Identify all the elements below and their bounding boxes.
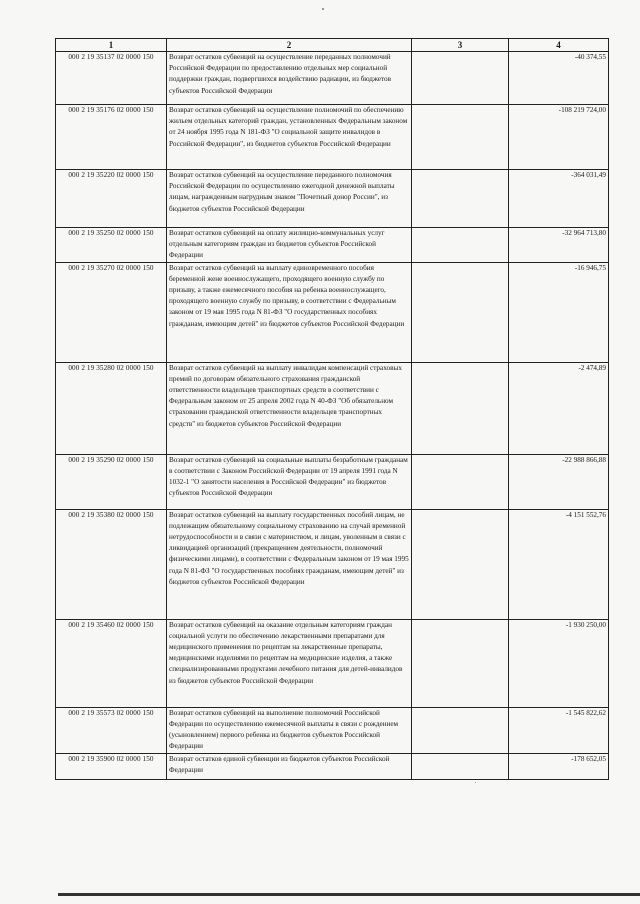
amount: -32 964 713,80: [509, 228, 609, 263]
amount: -364 031,49: [509, 170, 609, 228]
table-row: [56, 509, 609, 619]
header-col-2: 2: [167, 39, 412, 52]
description: Возврат остатков субвенций на осуществление переданных полномочий Российской Федерации по предоставлению отдельных мер социальной поддержки граждан, подвергшихся воздействию радиации, из бюджетов субъектов Российской Федерации: [167, 52, 412, 105]
amount: -1 930 250,00: [509, 619, 609, 707]
amount: -2 474,89: [509, 362, 609, 454]
scan-speck: [475, 782, 476, 783]
amount: -16 946,75: [509, 262, 609, 362]
amount: -22 988 866,88: [509, 454, 609, 509]
header-col-1: 1: [56, 39, 167, 52]
description: Возврат остатков субвенций на оказание отдельным категориям граждан социальной услуги по обеспечению лекарственными препаратами для медицинского применения по рецептам на лекарственные препараты, медицинскими изделиями по рецептам на медицинские изделия, а также специализированными продуктами лечебного питания для детей-инвалидов из бюджетов субъектов Российской Федерации: [167, 619, 412, 707]
column-3-value: [412, 362, 509, 454]
column-3-value: [412, 509, 509, 619]
table-row: [56, 753, 609, 779]
table-row: [56, 619, 609, 707]
scan-bottom-edge: [58, 893, 640, 896]
header-col-4: 4: [509, 39, 609, 52]
budget-table: [55, 38, 609, 780]
table-row: [56, 362, 609, 454]
description: Возврат остатков субвенций на выплату единовременного пособия беременной жене военнослужащего, проходящего военную службу по призыву, а также ежемесячного пособия на ребенка военнослужащего, проходящего военную службу по призыву, в соответствии с Федеральным законом от 19 мая 1995 года N 81-ФЗ "О государственных пособиях гражданам, имеющим детей" из бюджетов субъектов Российской Федерации: [167, 262, 412, 362]
budget-code: 000 2 19 35250 02 0000 150: [56, 228, 167, 263]
budget-code: 000 2 19 35460 02 0000 150: [56, 619, 167, 707]
amount: -108 219 724,00: [509, 105, 609, 170]
column-3-value: [412, 753, 509, 779]
description: Возврат остатков субвенций на оплату жилищно-коммунальных услуг отдельным категориям граждан из бюджетов субъектов Российской Федерации: [167, 228, 412, 263]
header-row: [56, 39, 609, 52]
column-3-value: [412, 707, 509, 753]
amount: -178 652,05: [509, 753, 609, 779]
description: Возврат остатков субвенций на выплату государственных пособий лицам, не подлежащим обязательному социальному страхованию на случай временной нетрудоспособности и в связи с материнством, и лицам, уволенным в связи с ликвидацией организаций (прекращением деятельности, полномочий физическими лицами), в соответствии с Федеральным законом от 19 мая 1995 года N 81-ФЗ "О государственных пособиях гражданам, имеющим детей" из бюджетов субъектов Российской Федерации: [167, 509, 412, 619]
budget-code: 000 2 19 35380 02 0000 150: [56, 509, 167, 619]
amount: -1 545 822,62: [509, 707, 609, 753]
budget-code: 000 2 19 35220 02 0000 150: [56, 170, 167, 228]
description: Возврат остатков субвенций на осуществление полномочий по обеспечению жильем отдельных категорий граждан, установленных Федеральным законом от 24 ноября 1995 года N 181-ФЗ "О социальной защите инвалидов в Российской Федерации", из бюджетов субъектов Российской Федерации: [167, 105, 412, 170]
description: Возврат остатков субвенций на социальные выплаты безработным гражданам в соответствии с Законом Российской Федерации от 19 апреля 1991 года N 1032-1 "О занятости населения в Российской Федерации" из бюджетов субъектов Российской Федерации: [167, 454, 412, 509]
description: Возврат остатков субвенций на выполнение полномочий Российской Федерации по осуществлению ежемесячной выплаты в связи с рождением (усыновлением) первого ребенка из бюджетов субъектов Российской Федерации: [167, 707, 412, 753]
budget-code: 000 2 19 35900 02 0000 150: [56, 753, 167, 779]
column-3-value: [412, 52, 509, 105]
budget-code: 000 2 19 35176 02 0000 150: [56, 105, 167, 170]
budget-code: 000 2 19 35280 02 0000 150: [56, 362, 167, 454]
amount: -40 374,55: [509, 52, 609, 105]
table-row: [56, 707, 609, 753]
table-row: [56, 262, 609, 362]
table-row: [56, 228, 609, 263]
header-col-3: 3: [412, 39, 509, 52]
table-row: [56, 52, 609, 105]
description: Возврат остатков единой субвенции из бюджетов субъектов Российской Федерации: [167, 753, 412, 779]
column-3-value: [412, 228, 509, 263]
budget-code: 000 2 19 35290 02 0000 150: [56, 454, 167, 509]
budget-code: 000 2 19 35573 02 0000 150: [56, 707, 167, 753]
table-row: [56, 170, 609, 228]
table-row: [56, 105, 609, 170]
column-3-value: [412, 170, 509, 228]
description: Возврат остатков субвенций на осуществление переданного полномочия Российской Федерации по осуществлению ежегодной денежной выплаты лицам, награжденным нагрудным знаком "Почетный донор России", из бюджетов субъектов Российской Федерации: [167, 170, 412, 228]
scan-speck: [322, 8, 324, 10]
column-3-value: [412, 619, 509, 707]
column-3-value: [412, 105, 509, 170]
table-row: [56, 454, 609, 509]
column-3-value: [412, 454, 509, 509]
budget-code: 000 2 19 35137 02 0000 150: [56, 52, 167, 105]
budget-code: 000 2 19 35270 02 0000 150: [56, 262, 167, 362]
description: Возврат остатков субвенций на выплату инвалидам компенсаций страховых премий по договорам обязательного страхования гражданской ответственности владельцев транспортных средств в соответствии с Федеральным законом от 25 апреля 2002 года N 40-ФЗ "Об обязательном страховании гражданской ответственности владельцев транспортных средств" из бюджетов субъектов Российской Федерации: [167, 362, 412, 454]
amount: -4 151 552,76: [509, 509, 609, 619]
column-3-value: [412, 262, 509, 362]
